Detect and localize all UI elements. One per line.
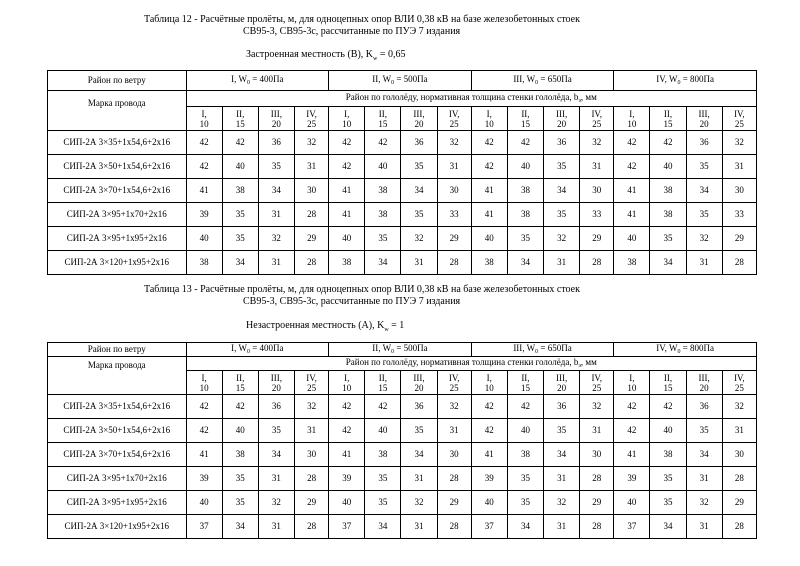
wind-zone-2: II, $W_0 = 500Па$: [329, 71, 472, 91]
span-value-cell: 35: [401, 155, 437, 179]
ice-zone-cell: I, 10: [614, 107, 650, 131]
span-value-cell: 39: [614, 467, 650, 491]
ice-zone-cell: III, 20: [258, 371, 294, 395]
span-value-cell: 36: [544, 131, 580, 155]
span-value-cell: 35: [544, 155, 580, 179]
span-value-cell: 38: [650, 179, 686, 203]
span-value-cell: 36: [686, 131, 722, 155]
span-value-cell: 41: [186, 179, 222, 203]
wind-zone-4: IV, $W_0 = 800Па$: [614, 71, 757, 91]
span-value-cell: 42: [507, 395, 543, 419]
span-value-cell: 36: [258, 395, 294, 419]
span-value-cell: 40: [329, 227, 365, 251]
wind-zone-1: I, $W_0 = 400Па$: [186, 71, 329, 91]
span-value-cell: 29: [294, 227, 328, 251]
span-value-cell: 31: [544, 251, 580, 275]
span-value-cell: 39: [186, 467, 222, 491]
ice-zone-cell: II, 15: [365, 107, 401, 131]
span-value-cell: 36: [401, 131, 437, 155]
span-value-cell: 41: [471, 443, 507, 467]
table13-caption-line1: Таблица 13 - Расчётные пролёты, м, для одноцепных опор ВЛИ 0,38 кВ на базе железобетонных стоек: [144, 284, 580, 295]
span-value-cell: 31: [258, 515, 294, 539]
span-value-cell: 40: [329, 491, 365, 515]
span-value-cell: 35: [686, 203, 722, 227]
span-value-cell: 31: [686, 515, 722, 539]
span-value-cell: 31: [544, 515, 580, 539]
span-value-cell: 35: [544, 203, 580, 227]
wire-brand-cell: СИП-2А 3×95+1х70+2х16: [48, 203, 187, 227]
span-value-cell: 31: [544, 467, 580, 491]
span-value-cell: 42: [507, 131, 543, 155]
span-value-cell: 42: [329, 155, 365, 179]
span-value-cell: 29: [437, 227, 471, 251]
ice-zone-cell: III, 20: [544, 107, 580, 131]
span-value-cell: 42: [186, 155, 222, 179]
span-value-cell: 32: [258, 491, 294, 515]
table-row: [48, 443, 757, 467]
span-value-cell: 40: [507, 419, 543, 443]
span-value-cell: 38: [650, 443, 686, 467]
table-row: [48, 419, 757, 443]
span-value-cell: 35: [650, 227, 686, 251]
span-value-cell: 32: [401, 491, 437, 515]
span-value-cell: 28: [580, 515, 614, 539]
span-value-cell: 41: [329, 179, 365, 203]
span-value-cell: 36: [686, 395, 722, 419]
span-value-cell: 35: [650, 491, 686, 515]
span-value-cell: 28: [294, 203, 328, 227]
span-value-cell: 41: [471, 179, 507, 203]
span-value-cell: 28: [580, 467, 614, 491]
wind-zone-2: II, $W_0 = 500Па$: [329, 343, 472, 357]
span-value-cell: 29: [722, 227, 756, 251]
span-value-cell: 42: [614, 395, 650, 419]
span-value-cell: 31: [258, 251, 294, 275]
wire-brand-cell: СИП-2А 3×70+1х54,6+2х16: [48, 443, 187, 467]
span-value-cell: 35: [650, 467, 686, 491]
span-value-cell: 31: [580, 419, 614, 443]
span-value-cell: 29: [294, 491, 328, 515]
table12-body: [48, 71, 757, 275]
span-value-cell: 35: [258, 155, 294, 179]
span-value-cell: 42: [186, 419, 222, 443]
span-value-cell: 40: [650, 155, 686, 179]
span-value-cell: 32: [580, 131, 614, 155]
ice-zone-cell: II, 15: [650, 107, 686, 131]
ice-zone-cell: III, 20: [401, 107, 437, 131]
table13-terrain-condition: Незастроенная местность (А), $K_w = 1$: [246, 320, 405, 333]
span-value-cell: 31: [258, 203, 294, 227]
table-row: [48, 155, 757, 179]
span-value-cell: 40: [507, 155, 543, 179]
span-value-cell: 35: [222, 467, 258, 491]
span-value-cell: 42: [471, 395, 507, 419]
table13-ice-header-row: [48, 357, 757, 371]
wind-zone-label: Район по ветру: [48, 71, 187, 91]
span-value-cell: 42: [186, 131, 222, 155]
span-value-cell: 42: [650, 131, 686, 155]
span-value-cell: 32: [686, 227, 722, 251]
ice-zone-cell: III, 20: [544, 371, 580, 395]
wire-brand-cell: СИП-2А 3×120+1х95+2х16: [48, 251, 187, 275]
ice-zone-cell: IV, 25: [722, 107, 756, 131]
span-value-cell: 28: [722, 515, 756, 539]
span-value-cell: 28: [294, 251, 328, 275]
span-value-cell: 34: [650, 515, 686, 539]
ice-zone-cell: III, 20: [686, 371, 722, 395]
span-value-cell: 30: [722, 179, 756, 203]
span-value-cell: 39: [329, 467, 365, 491]
table12-caption-line1: Таблица 12 - Расчётные пролёты, м, для одноцепных опор ВЛИ 0,38 кВ на базе железобетонных стоек: [144, 14, 580, 25]
span-value-cell: 40: [650, 419, 686, 443]
span-value-cell: 42: [650, 395, 686, 419]
span-value-cell: 28: [294, 515, 328, 539]
span-value-cell: 28: [722, 467, 756, 491]
wire-brand-cell: СИП-2А 3×70+1х54,6+2х16: [48, 179, 187, 203]
span-value-cell: 41: [329, 203, 365, 227]
span-value-cell: 31: [401, 251, 437, 275]
span-value-cell: 35: [258, 419, 294, 443]
span-value-cell: 34: [258, 179, 294, 203]
table-row: [48, 179, 757, 203]
span-value-cell: 30: [437, 179, 471, 203]
wire-brand-cell: СИП-2А 3×95+1х70+2х16: [48, 467, 187, 491]
wire-brand-cell: СИП-2А 3×35+1х54,6+2х16: [48, 131, 187, 155]
span-value-cell: 33: [437, 203, 471, 227]
span-value-cell: 32: [437, 131, 471, 155]
span-value-cell: 32: [437, 395, 471, 419]
span-value-cell: 42: [471, 155, 507, 179]
span-value-cell: 38: [507, 443, 543, 467]
span-value-cell: 30: [722, 443, 756, 467]
span-value-cell: 31: [294, 419, 328, 443]
table-row: [48, 395, 757, 419]
span-value-cell: 38: [507, 179, 543, 203]
span-value-cell: 32: [544, 491, 580, 515]
span-value-cell: 34: [401, 179, 437, 203]
span-value-cell: 35: [401, 203, 437, 227]
ice-zone-cell: III, 20: [401, 371, 437, 395]
span-value-cell: 32: [722, 395, 756, 419]
span-value-cell: 37: [186, 515, 222, 539]
wire-brand-cell: СИП-2А 3×95+1х95+2х16: [48, 491, 187, 515]
span-value-cell: 32: [722, 131, 756, 155]
span-value-cell: 28: [722, 251, 756, 275]
ice-zone-label: Район по гололёду, нормативная толщина стенки гололёда, $b_э$, мм: [186, 357, 756, 371]
span-value-cell: 42: [222, 131, 258, 155]
ice-zone-cell: IV, 25: [437, 371, 471, 395]
span-value-cell: 35: [365, 227, 401, 251]
table-row: [48, 491, 757, 515]
span-value-cell: 31: [722, 155, 756, 179]
span-value-cell: 33: [722, 203, 756, 227]
span-value-cell: 38: [186, 251, 222, 275]
span-value-cell: 38: [222, 179, 258, 203]
span-value-cell: 31: [294, 155, 328, 179]
wire-label: Марка провода: [48, 91, 187, 131]
span-value-cell: 35: [507, 491, 543, 515]
wind-zone-4: IV, $W_0 = 800Па$: [614, 343, 757, 357]
span-value-cell: 37: [329, 515, 365, 539]
ice-zone-cell: IV, 25: [294, 107, 328, 131]
span-value-cell: 31: [437, 155, 471, 179]
span-value-cell: 41: [614, 203, 650, 227]
span-value-cell: 34: [401, 443, 437, 467]
span-value-cell: 42: [365, 131, 401, 155]
ice-zone-cell: I, 10: [471, 371, 507, 395]
wire-brand-cell: СИП-2А 3×50+1х54,6+2х16: [48, 419, 187, 443]
span-value-cell: 38: [365, 203, 401, 227]
span-value-cell: 35: [401, 419, 437, 443]
ice-zone-cell: II, 15: [650, 371, 686, 395]
span-value-cell: 29: [580, 491, 614, 515]
span-value-cell: 40: [186, 227, 222, 251]
table13-caption-line2: СВ95-3, СВ95-3с, рассчитанные по ПУЭ 7 издания: [243, 296, 461, 307]
wire-brand-cell: СИП-2А 3×120+1х95+2х16: [48, 515, 187, 539]
span-value-cell: 40: [471, 227, 507, 251]
span-value-cell: 42: [365, 395, 401, 419]
span-value-cell: 31: [401, 467, 437, 491]
table-row: [48, 467, 757, 491]
table12-terrain-condition: Застроенная местность (В), $K_w = 0,65$: [246, 49, 406, 62]
span-value-cell: 28: [437, 515, 471, 539]
span-value-cell: 35: [507, 227, 543, 251]
span-value-cell: 40: [186, 491, 222, 515]
span-value-cell: 38: [614, 251, 650, 275]
span-value-cell: 35: [544, 419, 580, 443]
span-value-cell: 37: [614, 515, 650, 539]
span-value-cell: 34: [507, 515, 543, 539]
ice-zone-cell: IV, 25: [580, 371, 614, 395]
table-row: [48, 227, 757, 251]
span-value-cell: 40: [614, 491, 650, 515]
span-value-cell: 34: [222, 515, 258, 539]
span-value-cell: 32: [294, 395, 328, 419]
span-value-cell: 32: [294, 131, 328, 155]
span-value-cell: 38: [365, 443, 401, 467]
span-value-cell: 30: [580, 179, 614, 203]
span-value-cell: 42: [471, 419, 507, 443]
wire-brand-cell: СИП-2А 3×95+1х95+2х16: [48, 227, 187, 251]
span-value-cell: 35: [222, 203, 258, 227]
span-value-cell: 28: [294, 467, 328, 491]
span-value-cell: 34: [365, 515, 401, 539]
span-value-cell: 42: [614, 131, 650, 155]
ice-zone-cell: I, 10: [329, 371, 365, 395]
span-value-cell: 39: [186, 203, 222, 227]
span-value-cell: 41: [471, 203, 507, 227]
span-value-cell: 37: [471, 515, 507, 539]
span-value-cell: 36: [401, 395, 437, 419]
span-value-cell: 39: [471, 467, 507, 491]
span-value-cell: 31: [258, 467, 294, 491]
span-value-cell: 42: [329, 395, 365, 419]
wind-zone-1: I, $W_0 = 400Па$: [186, 343, 329, 357]
span-value-cell: 42: [222, 395, 258, 419]
span-value-cell: 34: [365, 251, 401, 275]
ice-zone-cell: III, 20: [686, 107, 722, 131]
span-value-cell: 29: [580, 227, 614, 251]
span-value-cell: 35: [222, 491, 258, 515]
ice-zone-cell: II, 15: [365, 371, 401, 395]
ice-zone-cell: II, 15: [507, 107, 543, 131]
span-value-cell: 42: [614, 155, 650, 179]
span-value-cell: 41: [614, 443, 650, 467]
ice-zone-cell: III, 20: [258, 107, 294, 131]
span-value-cell: 31: [401, 515, 437, 539]
ice-zone-cell: I, 10: [186, 371, 222, 395]
ice-zone-cell: IV, 25: [722, 371, 756, 395]
span-value-cell: 32: [258, 227, 294, 251]
span-value-cell: 40: [365, 419, 401, 443]
span-value-cell: 38: [507, 203, 543, 227]
wind-zone-3: III, $W_0 = 650Па$: [471, 343, 614, 357]
span-value-cell: 32: [686, 491, 722, 515]
span-value-cell: 28: [580, 251, 614, 275]
span-value-cell: 34: [258, 443, 294, 467]
table-row: [48, 131, 757, 155]
span-value-cell: 32: [544, 227, 580, 251]
table12-ice-header-row: [48, 91, 757, 107]
table13-body: [48, 343, 757, 539]
span-value-cell: 29: [722, 491, 756, 515]
span-value-cell: 30: [294, 443, 328, 467]
table-row: [48, 203, 757, 227]
wire-brand-cell: СИП-2А 3×35+1х54,6+2х16: [48, 395, 187, 419]
span-value-cell: 40: [471, 491, 507, 515]
span-value-cell: 42: [329, 419, 365, 443]
span-value-cell: 35: [222, 227, 258, 251]
span-value-cell: 42: [329, 131, 365, 155]
table13: [47, 342, 757, 539]
span-value-cell: 28: [437, 467, 471, 491]
span-value-cell: 28: [437, 251, 471, 275]
ice-zone-cell: IV, 25: [580, 107, 614, 131]
span-value-cell: 30: [294, 179, 328, 203]
ice-zone-label: Район по гололёду, нормативная толщина стенки гололёда, $b_э$, мм: [186, 91, 756, 107]
span-value-cell: 35: [686, 419, 722, 443]
span-value-cell: 31: [580, 155, 614, 179]
span-value-cell: 34: [544, 443, 580, 467]
ice-zone-cell: II, 15: [222, 107, 258, 131]
span-value-cell: 38: [329, 251, 365, 275]
span-value-cell: 32: [580, 395, 614, 419]
span-value-cell: 41: [329, 443, 365, 467]
span-value-cell: 40: [222, 419, 258, 443]
wire-label: Марка провода: [48, 357, 187, 395]
span-value-cell: 34: [507, 251, 543, 275]
ice-zone-cell: II, 15: [222, 371, 258, 395]
span-value-cell: 34: [544, 179, 580, 203]
span-value-cell: 34: [650, 251, 686, 275]
span-value-cell: 31: [437, 419, 471, 443]
span-value-cell: 42: [471, 131, 507, 155]
span-value-cell: 31: [686, 467, 722, 491]
table12-caption-line2: СВ95-3, СВ95-3с, рассчитанные по ПУЭ 7 издания: [243, 26, 461, 37]
ice-zone-cell: I, 10: [329, 107, 365, 131]
ice-zone-cell: I, 10: [186, 107, 222, 131]
span-value-cell: 41: [186, 443, 222, 467]
span-value-cell: 30: [580, 443, 614, 467]
span-value-cell: 35: [365, 491, 401, 515]
ice-zone-cell: IV, 25: [437, 107, 471, 131]
table-row: [48, 251, 757, 275]
span-value-cell: 35: [507, 467, 543, 491]
span-value-cell: 40: [365, 155, 401, 179]
ice-zone-cell: II, 15: [507, 371, 543, 395]
span-value-cell: 38: [471, 251, 507, 275]
span-value-cell: 38: [365, 179, 401, 203]
span-value-cell: 33: [580, 203, 614, 227]
span-value-cell: 29: [437, 491, 471, 515]
span-value-cell: 36: [544, 395, 580, 419]
table-row: [48, 515, 757, 539]
span-value-cell: 42: [614, 419, 650, 443]
span-value-cell: 31: [722, 419, 756, 443]
span-value-cell: 38: [222, 443, 258, 467]
wire-brand-cell: СИП-2А 3×50+1х54,6+2х16: [48, 155, 187, 179]
table12-wind-header-row: [48, 71, 757, 91]
ice-zone-cell: I, 10: [614, 371, 650, 395]
span-value-cell: 40: [222, 155, 258, 179]
span-value-cell: 40: [614, 227, 650, 251]
span-value-cell: 35: [686, 155, 722, 179]
span-value-cell: 36: [258, 131, 294, 155]
table13-wind-header-row: [48, 343, 757, 357]
span-value-cell: 32: [401, 227, 437, 251]
ice-zone-cell: I, 10: [471, 107, 507, 131]
span-value-cell: 34: [222, 251, 258, 275]
span-value-cell: 30: [437, 443, 471, 467]
span-value-cell: 41: [614, 179, 650, 203]
span-value-cell: 38: [650, 203, 686, 227]
span-value-cell: 31: [686, 251, 722, 275]
span-value-cell: 34: [686, 443, 722, 467]
span-value-cell: 35: [365, 467, 401, 491]
span-value-cell: 34: [686, 179, 722, 203]
span-value-cell: 42: [186, 395, 222, 419]
table12: [47, 70, 757, 275]
ice-zone-cell: IV, 25: [294, 371, 328, 395]
wind-zone-3: III, $W_0 = 650Па$: [471, 71, 614, 91]
wind-zone-label: Район по ветру: [48, 343, 187, 357]
